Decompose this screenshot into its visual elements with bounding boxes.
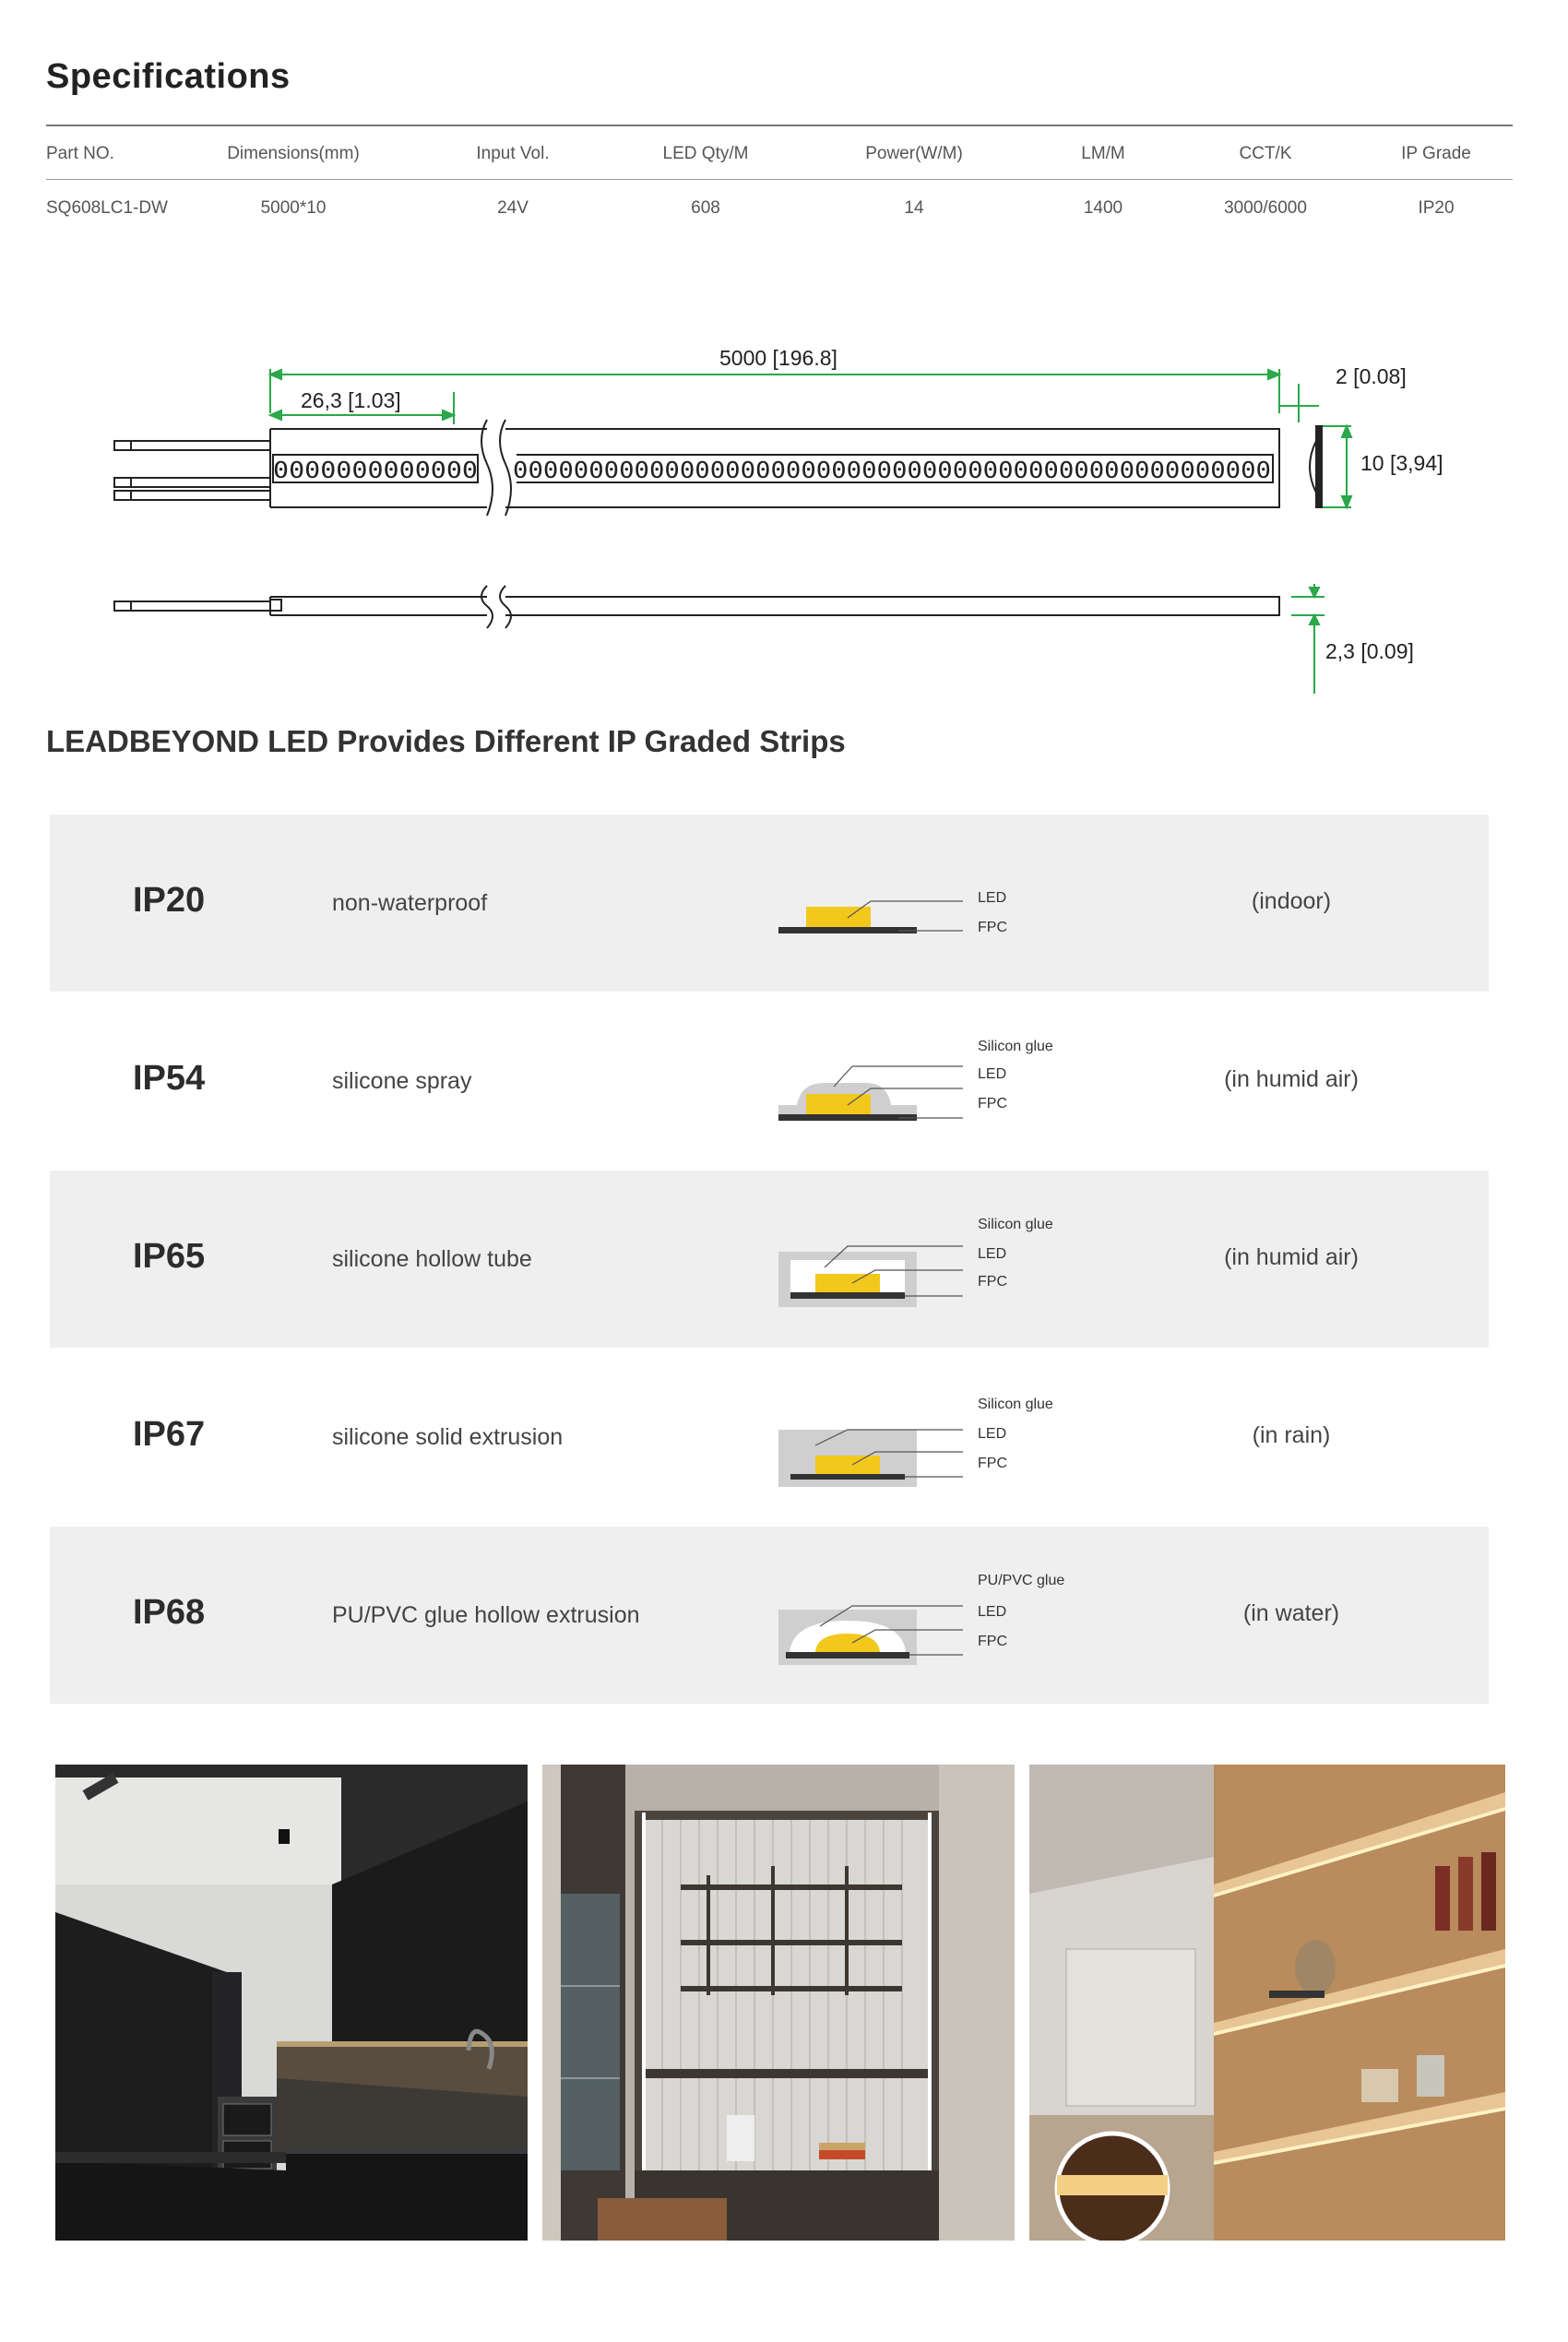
spec-led-qty: 608 — [691, 198, 720, 218]
label-led: LED — [978, 1246, 1007, 1262]
ip68-cross-section-icon — [760, 1573, 963, 1665]
dim-thickness-label: 2,3 [0.09] — [1325, 639, 1414, 663]
ip-environment: (indoor) — [1251, 888, 1332, 914]
ip67-cross-section-icon — [760, 1395, 963, 1487]
spec-lm: 1400 — [1083, 198, 1123, 218]
shelf-photo — [542, 1765, 1015, 2241]
ip20-cross-section-icon — [760, 861, 963, 953]
ip-description: silicone hollow tube — [332, 1246, 532, 1272]
ip-grade: IP54 — [133, 1059, 206, 1098]
label-led: LED — [978, 1066, 1007, 1082]
ip-environment: (in humid air) — [1224, 1066, 1359, 1092]
ip-environment: (in humid air) — [1224, 1244, 1359, 1270]
dim-pitch-label: 26,3 [1.03] — [301, 388, 401, 412]
spec-header-led-qty: LED Qty/M — [662, 144, 749, 163]
cabinet-photo — [1029, 1765, 1505, 2241]
ip-row-ip54 — [50, 993, 1489, 1170]
ip-description: silicone spray — [332, 1068, 472, 1094]
dim-gap-label: 2 [0.08] — [1336, 364, 1407, 388]
spec-data-row — [0, 198, 1568, 226]
ip-environment: (in rain) — [1252, 1422, 1331, 1448]
spec-header-power: Power(W/M) — [865, 144, 963, 163]
ip65-cross-section-icon — [760, 1217, 963, 1309]
dim-width-label: 10 [3,94] — [1360, 451, 1443, 475]
label-fpc: FPC — [978, 1274, 1007, 1290]
spec-header-dimensions: Dimensions(mm) — [227, 144, 360, 163]
spec-header-rule — [46, 179, 1513, 180]
ip54-cross-section-icon — [760, 1039, 963, 1131]
ip-grade: IP65 — [133, 1237, 206, 1276]
spec-ip-grade: IP20 — [1418, 198, 1455, 218]
ip-section-title: LEADBEYOND LED Provides Different IP Graded Strips — [46, 724, 846, 758]
ip-environment: (in water) — [1242, 1600, 1340, 1626]
ip-grade: IP68 — [133, 1593, 206, 1632]
spec-header-part-no: Part NO. — [46, 144, 114, 163]
spec-header-ip-grade: IP Grade — [1401, 144, 1471, 163]
label-led: LED — [978, 1604, 1007, 1620]
label-pu-pvc-glue: PU/PVC glue — [978, 1573, 1065, 1588]
ip-row-ip68 — [50, 1527, 1489, 1704]
spec-header-row — [0, 144, 1568, 172]
ip-description: silicone solid extrusion — [332, 1424, 564, 1450]
label-fpc: FPC — [978, 1456, 1007, 1471]
led-pattern-right: 00000000000000000000000000000000000000000000000000 — [513, 457, 1271, 483]
specifications-title: Specifications — [46, 57, 291, 96]
spec-part-no: SQ608LC1-DW — [46, 198, 168, 218]
spec-power: 14 — [904, 198, 924, 218]
label-silicon-glue: Silicon glue — [978, 1039, 1053, 1054]
dim-length-label: 5000 [196.8] — [719, 346, 837, 370]
ip-grade: IP20 — [133, 881, 206, 920]
spec-header-lm: LM/M — [1081, 144, 1125, 163]
spec-top-rule — [46, 125, 1513, 126]
label-led: LED — [978, 1426, 1007, 1442]
spec-input-vol: 24V — [497, 198, 529, 218]
ip-description: non-waterproof — [332, 890, 488, 916]
label-fpc: FPC — [978, 920, 1007, 935]
label-silicon-glue: Silicon glue — [978, 1397, 1053, 1412]
label-fpc: FPC — [978, 1096, 1007, 1112]
spec-header-input-vol: Input Vol. — [476, 144, 550, 163]
spec-header-cct: CCT/K — [1239, 144, 1292, 163]
label-led: LED — [978, 890, 1007, 906]
ip-row-ip20 — [50, 814, 1489, 992]
led-pattern-left: 0000000000000 — [273, 457, 478, 483]
ip-row-ip67 — [50, 1349, 1489, 1526]
ip-row-ip65 — [50, 1171, 1489, 1348]
ip-grade: IP67 — [133, 1415, 206, 1454]
strip-technical-drawing — [0, 332, 1568, 710]
spec-cct: 3000/6000 — [1224, 198, 1307, 218]
ip-description: PU/PVC glue hollow extrusion — [332, 1602, 640, 1628]
label-fpc: FPC — [978, 1634, 1007, 1649]
spec-dimensions: 5000*10 — [260, 198, 327, 218]
label-silicon-glue: Silicon glue — [978, 1217, 1053, 1232]
kitchen-photo — [55, 1765, 528, 2241]
